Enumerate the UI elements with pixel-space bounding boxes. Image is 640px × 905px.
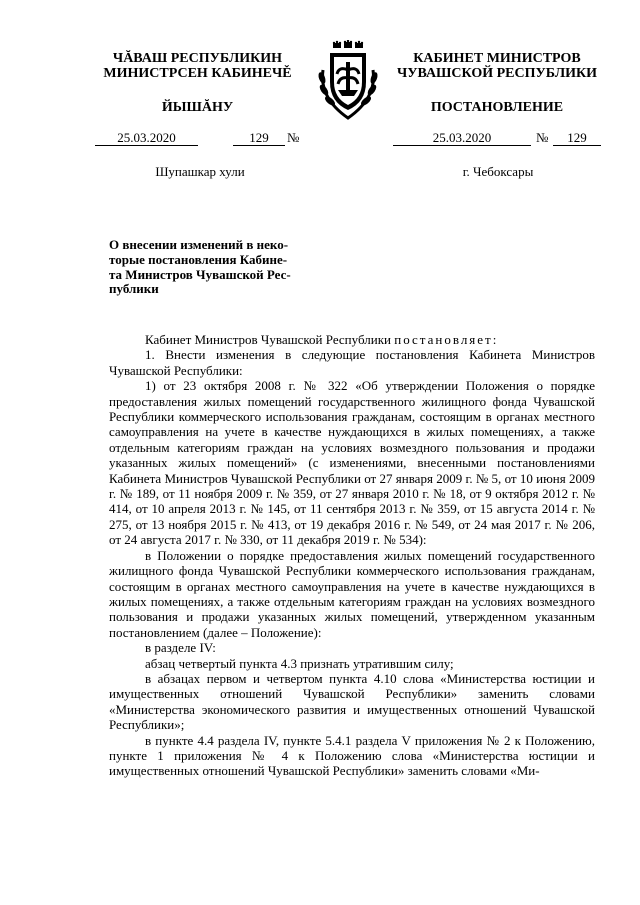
left-org-line2: МИНИСТРСЕН КАБИНЕЧĚ (103, 66, 292, 81)
body-paragraph: в разделе IV: (145, 640, 216, 656)
right-org-line2: ЧУВАШСКОЙ РЕСПУБЛИКИ (396, 66, 598, 81)
chuvash-coat-of-arms-icon (313, 40, 383, 122)
body-paragraph: 1. Внести изменения в следующие постановления Кабинета Министров Чувашской Республики: (109, 347, 595, 378)
left-number: 129 (233, 130, 285, 146)
left-date: 25.03.2020 (95, 130, 198, 146)
right-number-sign: № (536, 130, 549, 145)
intro-verb: постановляет: (394, 332, 499, 347)
left-registration-line (95, 130, 305, 146)
left-number-sign: № (287, 130, 300, 145)
body-paragraph: абзац четвертый пункта 4.3 признать утратившим силу; (145, 655, 454, 671)
right-doc-type: ПОСТАНОВЛЕНИЕ (430, 100, 564, 115)
body-paragraph: 1) от 23 октября 2008 г. № 322 «Об утверждении Положения о порядке предоставления жилых помещений государственного жилищного фонда Чувашской Республики коммерческого использования гражданам, состоящим в органах местного самоуправления на учете в качестве нуждающихся в жилых помещениях, а также отдельным категориям граждан на условиях возмездного пользования и продажи указанных жилых помещений» (с изменениями, внесенными постановлениями Кабинета Министров Чувашской Республики от 27 января 2009 г. № 5, от 10 июня 2009 г. № 189, от 11 ноября 2009 г. № 359, от 27 января 2010 г. № 18, от 9 октября 2012 г. № 414, от 10 апреля 2013 г. № 145, от 11 сентября 2013 г. № 359, от 15 августа 2014 г. № 275, от 13 ноября 2015 г. № 413, от 19 декабря 2016 г. № 549, от 24 мая 2017 г. № 206, от 24 августа 2017 г. № 330, от 11 декабря 2019 г. № 534): (109, 378, 595, 548)
right-registration-line (393, 130, 603, 146)
right-number: 129 (553, 130, 601, 146)
right-date: 25.03.2020 (393, 130, 531, 146)
left-org-name (95, 51, 300, 81)
body-paragraph: в абзацах первом и четвертом пункта 4.10 слова «Министерства юстиции и имущественных отношений Чувашской Республики» заменить словами «Министерства экономического развития и имущественных отношений Чувашской Республики»; (109, 670, 595, 733)
intro-text: Кабинет Министров Чувашской Республики (145, 332, 395, 347)
document-body (109, 332, 595, 779)
left-doc-type: ЙЫШĂНУ (161, 100, 234, 115)
intro-paragraph (109, 332, 595, 347)
body-paragraph: в пункте 4.4 раздела IV, пункте 5.4.1 раздела V приложения № 2 к Положению, пункте 1 приложения № 4 к Положению слова «Министерства юстиции и имущественных отношений Чувашской Республики» заменить словами «Ми- (109, 732, 595, 779)
left-org-line1: ЧĂВАШ РЕСПУБЛИКИН (112, 51, 283, 66)
right-org-name (392, 51, 602, 81)
body-paragraph: в Положении о порядке предоставления жилых помещений государственного жилищного фонда Чувашской Республики коммерческого использования гражданам, состоящим в органах местного самоуправления на учете в качестве нуждающихся в жилых помещениях, а также отдельным категориям граждан на условиях возмездного пользования и продажи указанных жилых помещений, утвержденном указанным постановлением (далее – Положение): (109, 547, 595, 640)
right-org-line1: КАБИНЕТ МИНИСТРОВ (413, 51, 581, 66)
document-subject: О внесении изменений в неко- торые постановления Кабине- та Министров Чувашской Рес- публики (109, 237, 291, 297)
city-left: Шупашкар хули (155, 164, 245, 179)
city-right: г. Чебоксары (462, 164, 534, 179)
